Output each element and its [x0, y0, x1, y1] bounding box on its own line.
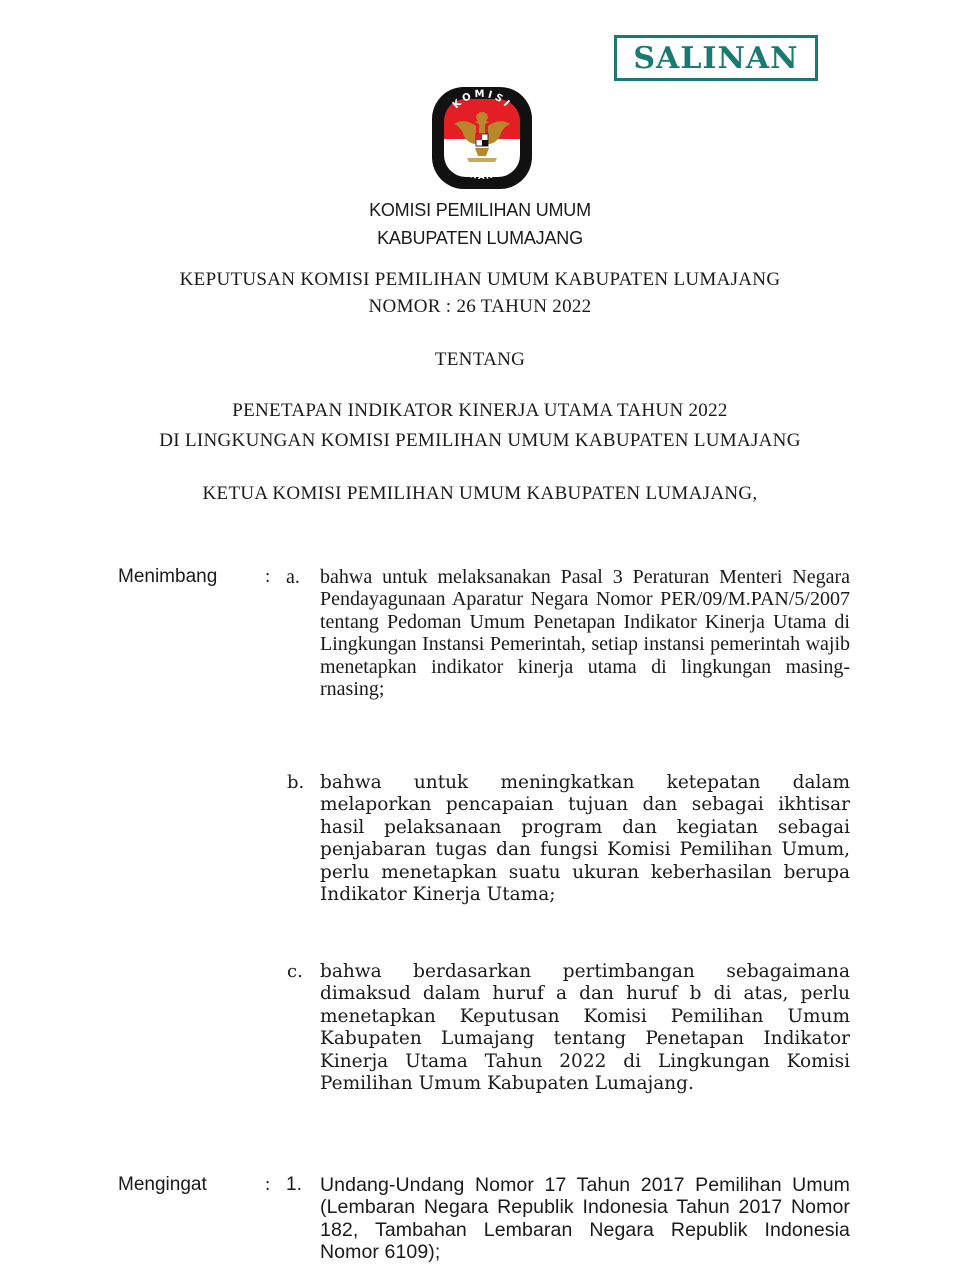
item-marker: b. — [287, 772, 305, 793]
mengingat-item-1: Undang-Undang Nomor 17 Tahun 2017 Pemilihan Umum (Lembaran Negara Republik Indonesia Tahun 2017 Nomor 182, Tambahan Lembaran Negara Republik Indonesia Nomor 6109); — [320, 1174, 850, 1264]
item-marker: a. — [286, 566, 300, 588]
menimbang-item-a: bahwa untuk melaksanakan Pasal 3 Peraturan Menteri Negara Pendayagunaan Aparatur Negara Nomor PER/09/M.PAN/5/2007 tentang Pedoman Umum Penetapan Indikator Kinerja Utama di Lingkungan Instansi Pemerintah, setiap instansi pemerintah wajib menetapkan indikator kinerja utama di lingkungan masing-rnasing; — [320, 566, 850, 701]
about-heading: TENTANG — [434, 349, 526, 370]
item-marker: 1. — [286, 1174, 302, 1195]
decree-number: NOMOR : 26 TAHUN 2022 — [368, 296, 592, 317]
kpu-logo — [431, 86, 533, 190]
mengingat-colon: : — [265, 1174, 271, 1195]
menimbang-colon: : — [265, 566, 271, 587]
subject-line2: DI LINGKUNGAN KOMISI PEMILIHAN UMUM KABUPATEN LUMAJANG — [159, 430, 801, 451]
logo-bottom-text: PEMILIHAN UMUM — [442, 144, 523, 183]
menimbang-label: Menimbang — [118, 566, 218, 587]
org-name-line2: KABUPATEN LUMAJANG — [377, 228, 583, 248]
subject-line1: PENETAPAN INDIKATOR KINERJA UTAMA TAHUN 2022 — [232, 400, 728, 421]
menimbang-item-c: bahwa berdasarkan pertimbangan sebagaimana dimaksud dalam huruf a dan huruf b di atas, perlu menetapkan Keputusan Komisi Pemilihan Umum Kabupaten Lumajang tentang Penetapan Indikator Kinerja Utama Tahun 2022 di Lingkungan Komisi Pemilihan Umum Kabupaten Lumajang. — [320, 961, 850, 1095]
salinan-stamp — [614, 35, 818, 81]
menimbang-item-b: bahwa untuk meningkatkan ketepatan dalam melaporkan pencapaian tujuan dan sebagai ikhtisar hasil pelaksanaan program dan kegiatan sebagai penjabaran tugas dan fungsi Komisi Pemilihan Umum, perlu menetapkan suatu ukuran keberhasilan berupa Indikator Kinerja Utama; — [320, 772, 850, 906]
logo-top-text: KOMISI — [450, 88, 514, 112]
decree-title: KEPUTUSAN KOMISI PEMILIHAN UMUM KABUPATEN LUMAJANG — [179, 269, 781, 290]
stamp-label: SALINAN — [633, 40, 799, 76]
mengingat-label: Mengingat — [118, 1174, 207, 1195]
org-name-line1: KOMISI PEMILIHAN UMUM — [369, 200, 591, 220]
issuer-line: KETUA KOMISI PEMILIHAN UMUM KABUPATEN LUMAJANG, — [202, 483, 758, 504]
item-marker: c. — [287, 961, 303, 982]
